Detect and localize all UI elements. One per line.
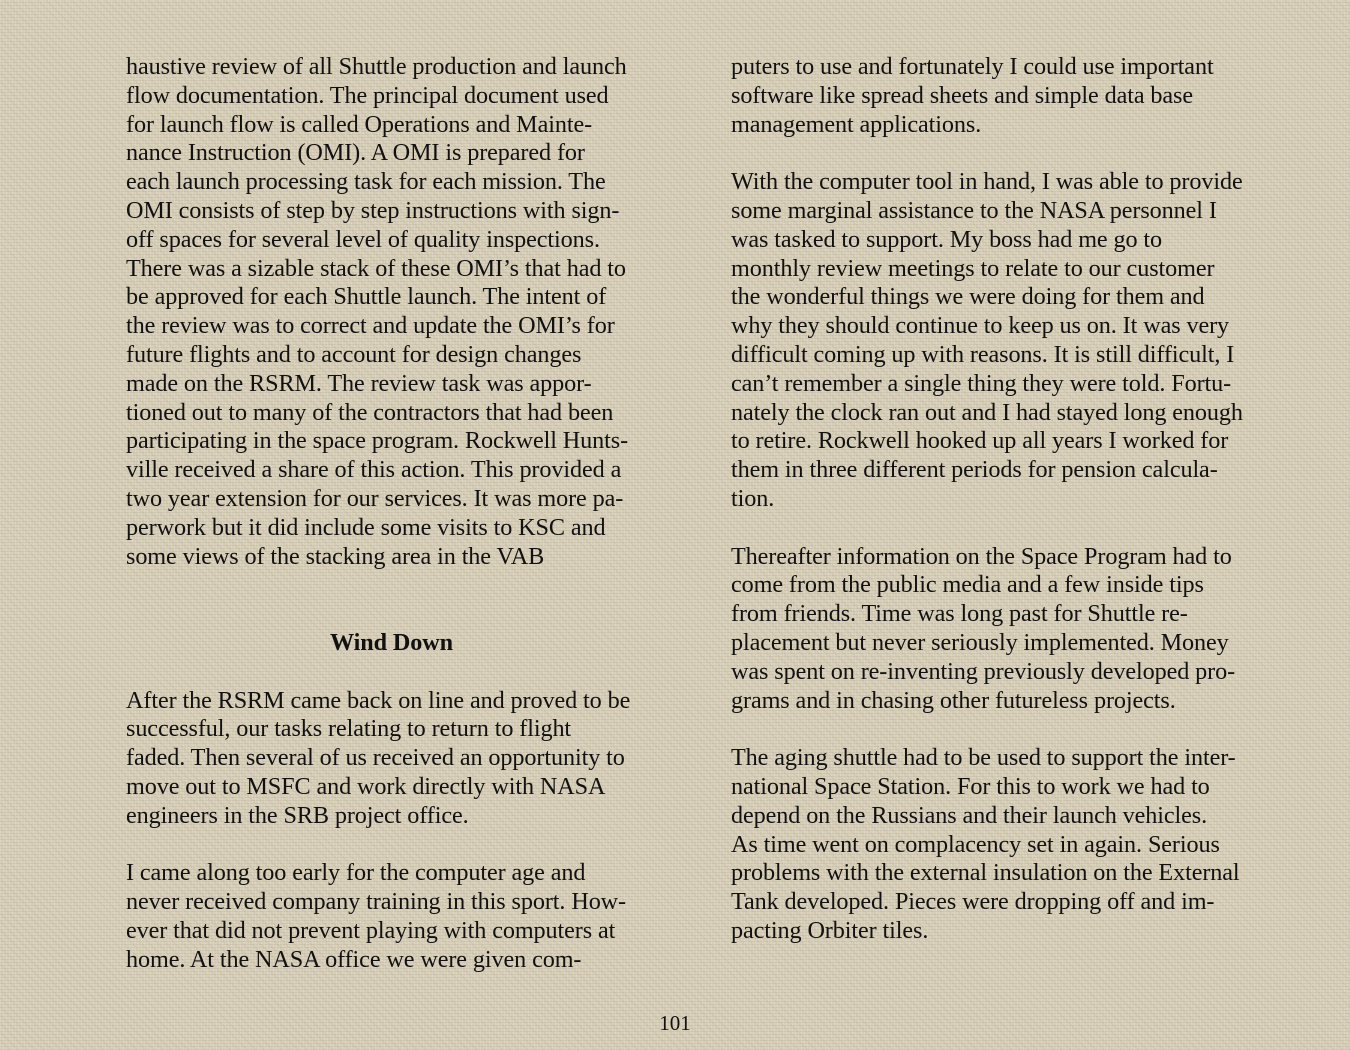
text-line: off spaces for several level of quality inspections. [126,225,600,253]
spacer [731,514,1276,543]
spacer [126,831,671,860]
paragraph-computer-age [126,859,671,974]
section-heading: Wind Down [330,628,454,656]
text-line: from friends. Time was long past for Shuttle re- [731,600,1188,628]
text-line: each launch processing task for each mission. The [126,168,606,196]
text-line: participating in the space program. Rockwell Hunts- [126,427,629,455]
text-line: difficult coming up with reasons. It is still difficult, I [731,340,1235,368]
text-line: was spent on re-inventing previously developed pro- [731,657,1236,685]
text-line: the review was to correct and update the OMI’s for [126,312,615,340]
text-line: ville received a share of this action. This provided a [126,456,622,484]
text-line: puters to use and fortunately I could use important [731,53,1214,80]
paragraph-computers-continued [731,53,1276,139]
text-line: can’t remember a single thing they were told. Fortu- [731,369,1232,397]
page-number: 101 [659,1011,691,1035]
spacer [126,658,671,687]
text-line: nance Instruction (OMI). A OMI is prepared for [126,139,585,167]
text-line: tioned out to many of the contractors that had been [126,398,614,426]
text-line: With the computer tool in hand, I was able to provide [731,168,1243,196]
text-line: home. At the NASA office we were given com- [126,945,582,973]
text-line: future flights and to account for design changes [126,340,582,368]
text-line: There was a sizable stack of these OMI’s that had to [126,254,626,282]
text-line: was tasked to support. My boss had me go to [731,225,1163,253]
text-line: why they should continue to keep us on. It was very [731,312,1230,340]
text-line: national Space Station. For this to work we had to [731,772,1210,800]
paragraph-omi-review [126,53,671,571]
text-line: perwork but it did include some visits to KSC and [126,513,606,541]
paragraph-public-media [731,543,1276,716]
paragraph-aging-shuttle [731,744,1276,946]
right-column [731,53,1276,946]
text-line: pacting Orbiter tiles. [731,916,929,944]
text-line: engineers in the SRB project office. [126,801,469,829]
text-line: them in three different periods for pension calcula- [731,456,1218,484]
text-line: some views of the stacking area in the VAB [126,542,545,570]
text-line: management applications. [731,110,982,138]
spacer [731,139,1276,168]
text-line: placement but never seriously implemented. Money [731,628,1229,656]
left-column [126,53,671,975]
text-line: to retire. Rockwell hooked up all years I worked for [731,427,1229,455]
text-line: grams and in chasing other futureless projects. [731,686,1176,714]
paragraph-computer-tool [731,168,1276,514]
text-line: two year extension for our services. It was more pa- [126,484,624,512]
text-line: some marginal assistance to the NASA personnel I [731,196,1217,224]
text-line: Tank developed. Pieces were dropping off and im- [731,888,1215,916]
text-line: The aging shuttle had to be used to support the inter- [731,744,1236,772]
spacer [126,571,671,629]
text-line: software like spread sheets and simple data base [731,81,1193,109]
text-line: the wonderful things we were doing for them and [731,283,1205,311]
text-line: be approved for each Shuttle launch. The intent of [126,283,607,311]
text-line: faded. Then several of us received an opportunity to [126,744,625,772]
text-line: come from the public media and a few inside tips [731,571,1204,599]
text-line: depend on the Russians and their launch vehicles. [731,801,1208,829]
text-line: OMI consists of step by step instructions with sign- [126,196,620,224]
text-line: made on the RSRM. The review task was appor- [126,369,592,397]
text-line: for launch flow is called Operations and Mainte- [126,110,593,138]
text-line: nately the clock ran out and I had stayed long enough [731,398,1243,426]
spacer [731,715,1276,744]
text-line: tion. [731,484,775,512]
text-line: haustive review of all Shuttle production and launch [126,53,627,80]
text-line: move out to MSFC and work directly with NASA [126,772,606,800]
text-line: monthly review meetings to relate to our customer [731,254,1215,282]
text-line: Thereafter information on the Space Program had to [731,542,1232,570]
text-line: ever that did not prevent playing with computers at [126,916,616,944]
text-line: never received company training in this sport. How- [126,888,627,916]
text-line: flow documentation. The principal document used [126,81,609,109]
text-line: problems with the external insulation on the External [731,859,1240,887]
paragraph-rsrm-return [126,687,671,831]
text-line: As time went on complacency set in again. Serious [731,830,1220,858]
text-line: I came along too early for the computer age and [126,859,586,887]
text-line: After the RSRM came back on line and proved to be [126,686,631,714]
text-line: successful, our tasks relating to return to flight [126,715,572,743]
